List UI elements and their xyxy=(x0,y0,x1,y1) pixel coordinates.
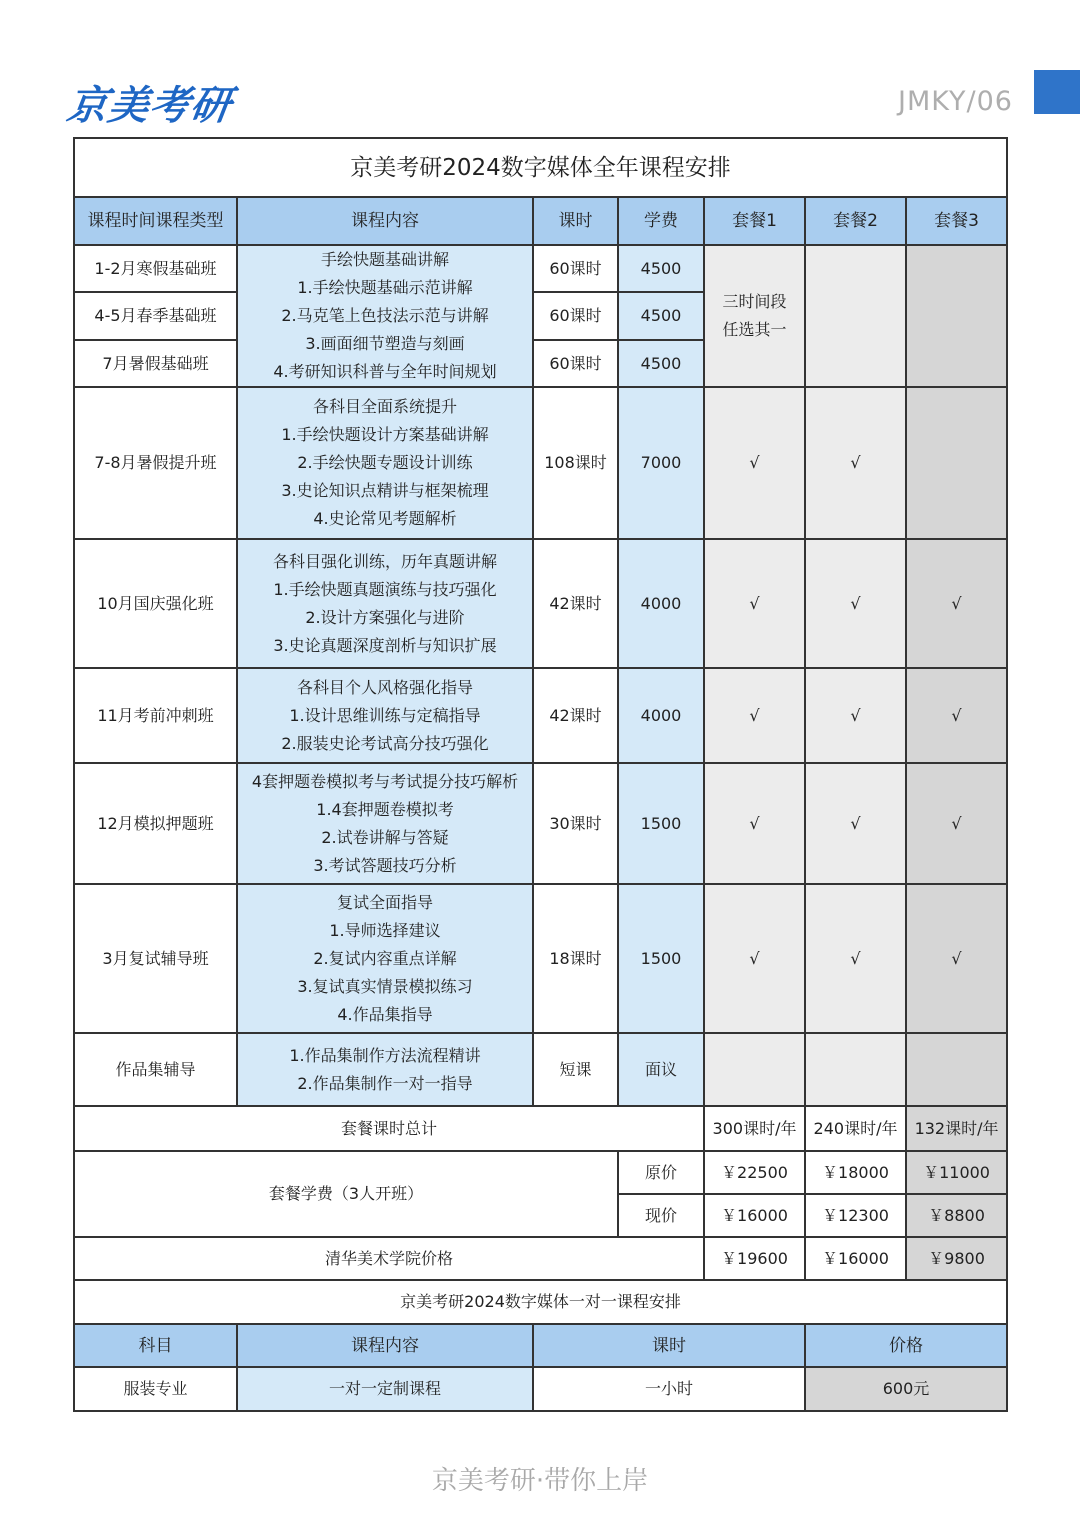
content-line: 复试全面指导 xyxy=(336,892,433,912)
tsinghua-p1: ￥19600 xyxy=(704,1237,805,1280)
logo: 京美考研 xyxy=(64,83,235,129)
one-on-one-title: 京美考研2024数字媒体一对一课程安排 xyxy=(74,1280,1007,1324)
header-cell: 课时 xyxy=(533,1324,805,1367)
note-line: 任选其一 xyxy=(722,320,787,339)
header-cell: 学费 xyxy=(618,197,704,245)
totals-p1: 300课时/年 xyxy=(704,1106,805,1151)
course-name: 7-8月暑假提升班 xyxy=(74,387,237,539)
package3-cell xyxy=(906,245,1007,387)
course-hours: 30课时 xyxy=(533,763,618,884)
header-cell: 套餐1 xyxy=(704,197,805,245)
package1-check: √ xyxy=(704,668,805,763)
course-name: 11月考前冲刺班 xyxy=(74,668,237,763)
course-hours: 18课时 xyxy=(533,884,618,1033)
header-cell: 科目 xyxy=(74,1324,237,1367)
package1-check: √ xyxy=(704,884,805,1033)
table-row xyxy=(74,245,1007,292)
course-hours: 42课时 xyxy=(533,668,618,763)
course-fee: 4500 xyxy=(618,245,704,292)
course-fee: 面议 xyxy=(618,1033,704,1106)
original-p2: ￥18000 xyxy=(805,1151,906,1194)
page-code: JMKY/06 xyxy=(898,86,1013,117)
course-name: 10月国庆强化班 xyxy=(74,539,237,668)
header-cell: 套餐3 xyxy=(906,197,1007,245)
corner-accent-block xyxy=(1034,70,1080,114)
course-fee: 4000 xyxy=(618,668,704,763)
header-cell: 课程内容 xyxy=(237,197,533,245)
package1-check xyxy=(704,1033,805,1106)
package3-check: √ xyxy=(906,539,1007,668)
note-line: 三时间段 xyxy=(722,292,787,311)
content-cell: 一对一定制课程 xyxy=(237,1367,533,1411)
one-on-one-row xyxy=(74,1367,1007,1411)
course-hours: 60课时 xyxy=(533,245,618,292)
course-content xyxy=(237,668,533,763)
course-name: 7月暑假基础班 xyxy=(74,340,237,387)
totals-p2: 240课时/年 xyxy=(805,1106,906,1151)
package3-check xyxy=(906,387,1007,539)
table-row xyxy=(74,884,1007,1033)
footer-slogan: 京美考研·带你上岸 xyxy=(431,1466,649,1496)
course-name: 作品集辅导 xyxy=(74,1033,237,1106)
original-p1: ￥22500 xyxy=(704,1151,805,1194)
package1-check: √ xyxy=(704,763,805,884)
content-line: 2.试卷讲解与答疑 xyxy=(321,827,449,847)
one-on-one-header-row xyxy=(74,1324,1007,1367)
one-on-one-title-row xyxy=(74,1280,1007,1324)
original-p3: ￥11000 xyxy=(906,1151,1007,1194)
tsinghua-label: 清华美术学院价格 xyxy=(74,1237,704,1280)
content-line: 2.设计方案强化与进阶 xyxy=(305,607,465,627)
course-content xyxy=(237,763,533,884)
current-label: 现价 xyxy=(618,1194,704,1237)
package3-check: √ xyxy=(906,884,1007,1033)
content-line: 3.考试答题技巧分析 xyxy=(313,855,457,875)
package1-check: √ xyxy=(704,539,805,668)
package3-check xyxy=(906,1033,1007,1106)
content-line: 4.考研知识科普与全年时间规划 xyxy=(273,362,497,381)
content-line: 各科目强化训练，历年真题讲解 xyxy=(272,551,497,571)
content-line: 各科目个人风格强化指导 xyxy=(296,677,473,697)
course-fee: 1500 xyxy=(618,763,704,884)
price-original-row xyxy=(74,1151,1007,1194)
content-line: 2.服装史论考试高分技巧强化 xyxy=(281,733,489,753)
content-line: 2.马克笔上色技法示范与讲解 xyxy=(281,306,489,325)
header-row xyxy=(74,197,1007,245)
pricing-label: 套餐学费（3人开班） xyxy=(74,1151,618,1237)
course-name: 12月模拟押题班 xyxy=(74,763,237,884)
table-title: 京美考研2024数字媒体全年课程安排 xyxy=(74,138,1007,197)
content-line: 4.作品集指导 xyxy=(337,1004,433,1024)
package2-check: √ xyxy=(805,884,906,1033)
course-content xyxy=(237,1033,533,1106)
content-line: 1.设计思维训练与定稿指导 xyxy=(289,705,481,725)
header-cell: 套餐2 xyxy=(805,197,906,245)
package1-check: √ xyxy=(704,387,805,539)
content-line: 2.作品集制作一对一指导 xyxy=(297,1073,473,1093)
course-fee: 4500 xyxy=(618,292,704,340)
current-p3: ￥8800 xyxy=(906,1194,1007,1237)
course-hours: 108课时 xyxy=(533,387,618,539)
content-line: 4套押题卷模拟考与考试提分技巧解析 xyxy=(251,771,519,791)
totals-label: 套餐课时总计 xyxy=(74,1106,704,1151)
course-hours: 60课时 xyxy=(533,292,618,340)
header-cell: 价格 xyxy=(805,1324,1007,1367)
course-content xyxy=(237,884,533,1033)
package1-note xyxy=(704,245,805,387)
content-line: 3.史论真题深度剖析与知识扩展 xyxy=(273,635,497,655)
current-p1: ￥16000 xyxy=(704,1194,805,1237)
course-fee: 4500 xyxy=(618,340,704,387)
table-row xyxy=(74,1033,1007,1106)
tsinghua-row xyxy=(74,1237,1007,1280)
package2-check xyxy=(805,1033,906,1106)
content-line: 2.手绘快题专题设计训练 xyxy=(297,453,473,472)
package2-check: √ xyxy=(805,387,906,539)
tsinghua-p2: ￥16000 xyxy=(805,1237,906,1280)
header-cell: 课程内容 xyxy=(237,1324,533,1367)
totals-row xyxy=(74,1106,1007,1151)
course-hours: 短课 xyxy=(533,1033,618,1106)
content-line: 1.手绘快题设计方案基础讲解 xyxy=(281,425,489,444)
content-line: 1.4套押题卷模拟考 xyxy=(316,799,454,819)
tsinghua-p3: ￥9800 xyxy=(906,1237,1007,1280)
course-hours: 60课时 xyxy=(533,340,618,387)
content-line: 3.画面细节塑造与刻画 xyxy=(305,334,465,353)
content-line: 3.复试真实情景模拟练习 xyxy=(297,976,473,996)
content-line: 手绘快题基础讲解 xyxy=(320,250,449,269)
course-fee: 7000 xyxy=(618,387,704,539)
table-row xyxy=(74,387,1007,539)
package2-check: √ xyxy=(805,539,906,668)
course-schedule-table xyxy=(73,137,1008,1412)
course-content xyxy=(237,245,533,387)
course-fee: 4000 xyxy=(618,539,704,668)
content-line: 1.手绘快题基础示范讲解 xyxy=(297,278,473,297)
package3-check: √ xyxy=(906,668,1007,763)
price-cell: 600元 xyxy=(805,1367,1007,1411)
original-label: 原价 xyxy=(618,1151,704,1194)
content-line: 2.复试内容重点详解 xyxy=(313,948,457,968)
table-row xyxy=(74,539,1007,668)
package2-cell xyxy=(805,245,906,387)
content-line: 1.导师选择建议 xyxy=(329,920,441,940)
course-content xyxy=(237,387,533,539)
header-cell: 课程时间课程类型 xyxy=(74,197,237,245)
package2-check: √ xyxy=(805,763,906,884)
header-cell: 课时 xyxy=(533,197,618,245)
totals-p3: 132课时/年 xyxy=(906,1106,1007,1151)
content-line: 4.史论常见考题解析 xyxy=(313,509,457,528)
table-row xyxy=(74,668,1007,763)
course-content xyxy=(237,539,533,668)
table-row xyxy=(74,763,1007,884)
current-p2: ￥12300 xyxy=(805,1194,906,1237)
course-hours: 42课时 xyxy=(533,539,618,668)
subject-cell: 服装专业 xyxy=(74,1367,237,1411)
package3-check: √ xyxy=(906,763,1007,884)
content-line: 3.史论知识点精讲与框架梳理 xyxy=(281,481,489,500)
package2-check: √ xyxy=(805,668,906,763)
course-name: 1-2月寒假基础班 xyxy=(74,245,237,292)
content-line: 各科目全面系统提升 xyxy=(312,397,457,416)
content-line: 1.作品集制作方法流程精讲 xyxy=(289,1045,481,1065)
course-name: 4-5月春季基础班 xyxy=(74,292,237,340)
hours-cell: 一小时 xyxy=(533,1367,805,1411)
course-fee: 1500 xyxy=(618,884,704,1033)
content-line: 1.手绘快题真题演练与技巧强化 xyxy=(273,579,497,599)
course-name: 3月复试辅导班 xyxy=(74,884,237,1033)
